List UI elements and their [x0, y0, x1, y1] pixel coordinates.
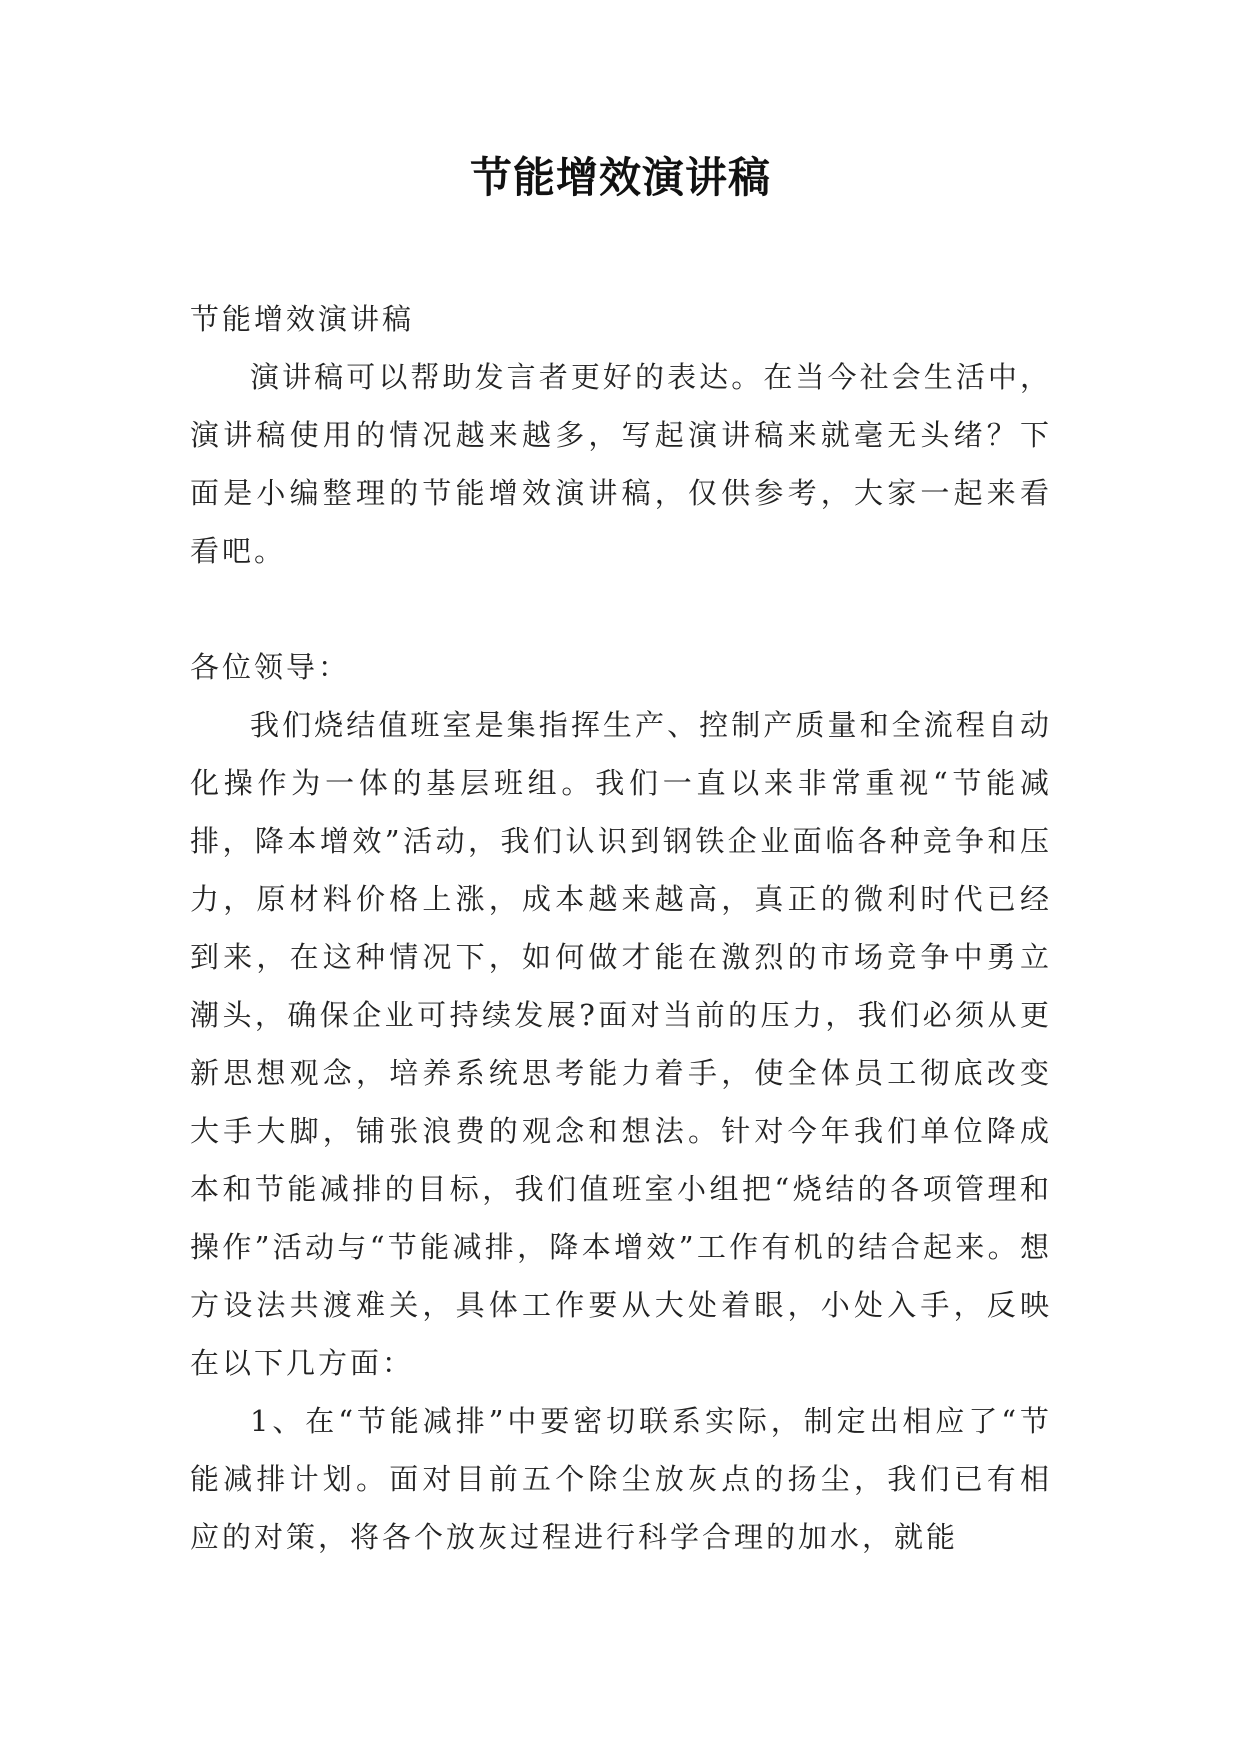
document-title: 节能增效演讲稿: [469, 153, 771, 202]
document-body: [190, 290, 1052, 1566]
document-subtitle: 节能增效演讲稿: [190, 302, 415, 336]
body-paragraph-1: 我们烧结值班室是集指挥生产、控制产质量和全流程自动化操作为一体的基层班组。我们一直以来非常重视“节能减排，降本增效”活动，我们认识到钢铁企业面临各种竞争和压力，原材料价格上涨，成本越来越高，真正的微利时代已经到来，在这种情况下，如何做才能在激烈的市场竞争中勇立潮头，确保企业可持续发展?面对当前的压力，我们必须从更新思想观念，培养系统思考能力着手，使全体员工彻底改变大手大脚，铺张浪费的观念和想法。针对今年我们单位降成本和节能减排的目标，我们值班室小组把“烧结的各项管理和操作”活动与“节能减排，降本增效”工作有机的结合起来。想方设法共渡难关，具体工作要从大处着眼，小处入手，反映在以下几方面：: [190, 708, 1052, 1380]
intro-paragraph: 演讲稿可以帮助发言者更好的表达。在当今社会生活中，演讲稿使用的情况越来越多，写起演讲稿来就毫无头绪？下面是小编整理的节能增效演讲稿，仅供参考，大家一起来看看吧。: [190, 360, 1052, 568]
body-paragraph-2: 1、在“节能减排”中要密切联系实际，制定出相应了“节能减排计划。面对目前五个除尘放灰点的扬尘，我们已有相应的对策，将各个放灰过程进行科学合理的加水，就能: [190, 1404, 1052, 1554]
salutation: 各位领导：: [190, 650, 351, 684]
paragraph-spacer: [190, 580, 1052, 638]
